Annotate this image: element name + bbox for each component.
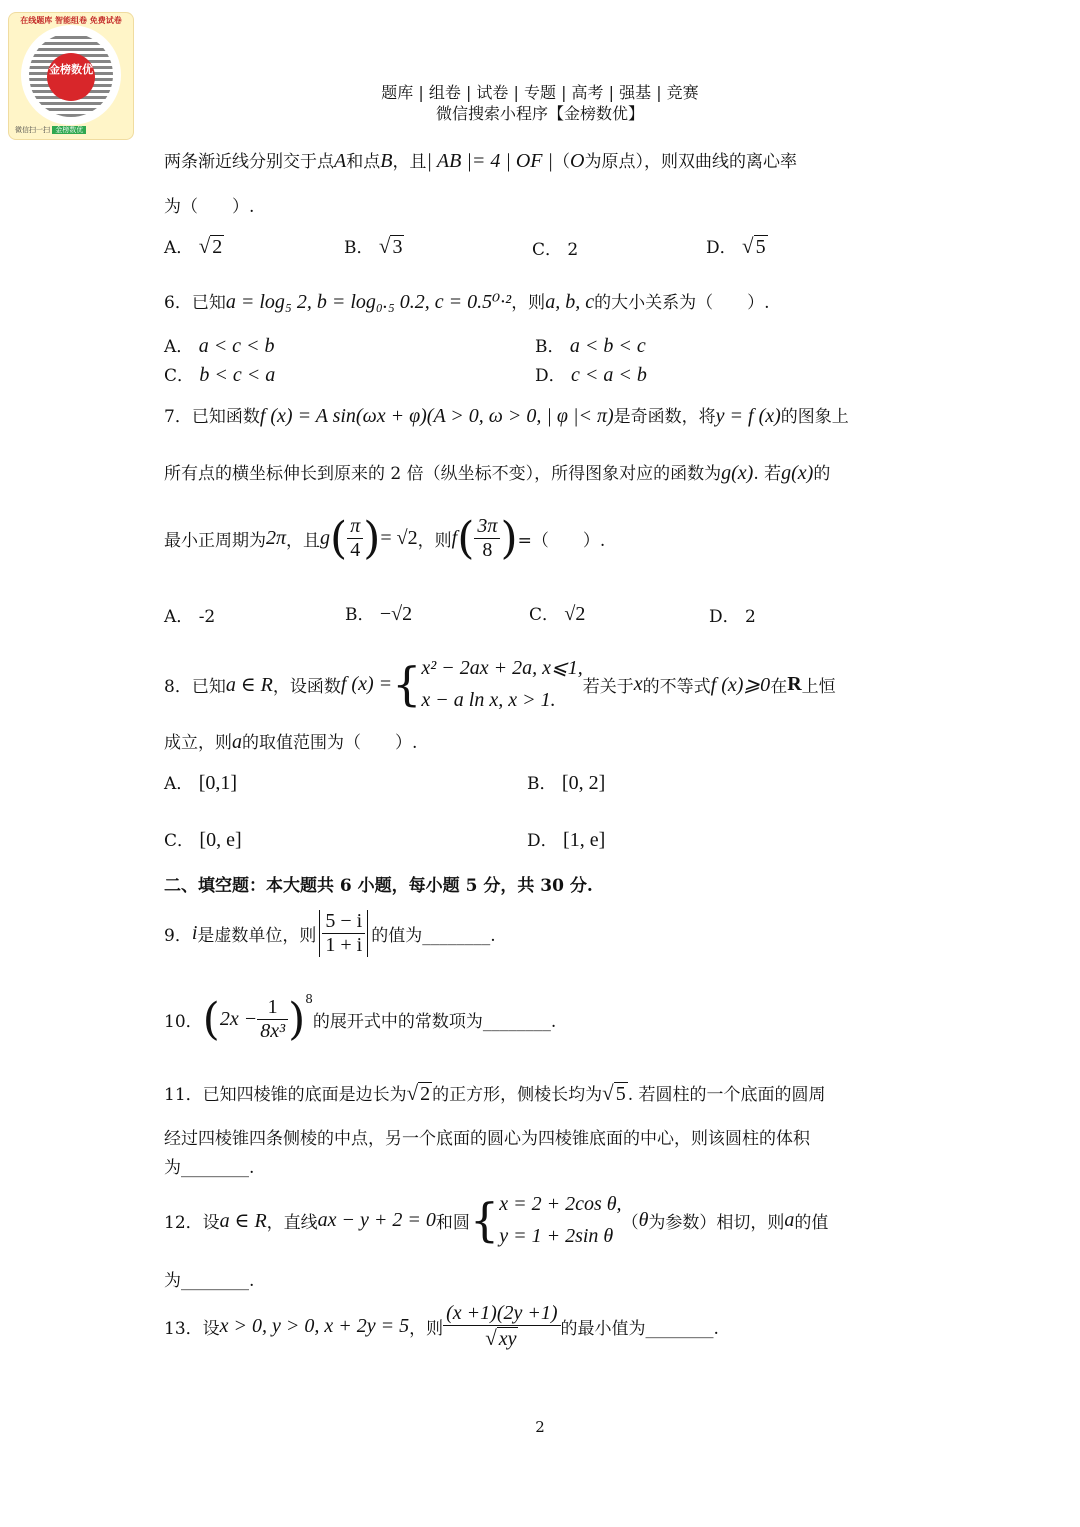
option-value: 3 [392,236,403,258]
q8-text-f: 上恒 [801,676,836,697]
q12-stem [164,1188,828,1252]
q12-text-b: ，直线 [266,1212,318,1233]
q11-text-c: . 若圆柱的一个底面的圆周 [627,1085,826,1105]
q11-line3: 为________. [164,1158,255,1178]
option-label: C． [532,240,563,260]
q13-stem [164,1302,719,1351]
q5-point-b: B [380,150,393,172]
q6-text-b: ，则 [511,293,546,313]
close-paren: ) [363,512,381,564]
q6-option-c [164,361,275,387]
q12-a: a [784,1208,795,1231]
q7-f: f [451,527,458,549]
q6-option-b [535,332,646,358]
q7-gx2: g(x) [781,462,814,484]
q9-num: 9． [164,926,192,946]
q7-line2 [164,459,830,485]
q9-frac [322,910,365,957]
q8-x: x [633,672,643,695]
option-label: A． [164,607,194,627]
q5-option-c [532,235,578,260]
q13-cond: x > 0, y > 0, x + 2y = 5 [219,1315,410,1337]
q6-option-a [164,332,275,358]
q5-expr: | AB |= 4 | OF | [426,150,554,172]
q8-ineq: f (x)⩾0 [710,673,771,696]
q7-option-b [345,600,412,626]
q7-line1 [164,402,849,428]
option-label: B． [535,337,565,357]
q6-option-d [535,361,647,387]
page-number: 2 [535,1418,545,1436]
q7-func: f (x) = A sin(ωx + φ)(A > 0, ω > 0, | φ |< π) [259,405,614,427]
logo-footer [15,125,86,135]
q13-den-expr: xy [498,1328,517,1350]
q6-text-a: 6．已知 [164,293,226,313]
option-label: C． [164,831,195,851]
q7-frac-pi-4 [347,515,363,562]
option-value: [0,1] [198,772,238,794]
q13-text-b: ，则 [409,1319,444,1339]
option-label: B． [344,238,374,258]
header-mini-program: 微信搜索小程序【金榜数优】 [435,104,644,123]
q5-text-and: 和点 [346,152,381,172]
q8-fx: f (x) = [340,672,393,695]
option-value: c < a < b [571,364,647,386]
sqrt-sign: √ [378,234,391,258]
option-value: −√2 [379,603,413,625]
q10-num: 10． [164,1012,203,1032]
q8-cases [421,652,582,716]
close-paren: ) [500,512,518,564]
logo-center-badge: 金榜数优 [47,53,95,101]
q9-text-a: 是虚数单位，则 [197,926,317,946]
q10-lead: 2x − [219,1008,258,1030]
header-nav-text: 题库 | 组卷 | 试卷 | 专题 | 高考 | 强基 | 竞赛 [381,83,699,102]
option-value: [1, e] [563,829,606,851]
q8-option-d [527,826,605,852]
q12-theta: θ [638,1208,649,1231]
close-paren: ) [288,993,306,1045]
q7-option-a [164,602,215,627]
q7-text-c: 的图象上 [780,407,849,427]
option-label: C． [164,366,195,386]
q7-text-b: 是奇函数，将 [613,407,716,427]
q11-line1 [164,1080,826,1106]
q6-text-c: 的大小关系为（ ）. [594,293,770,313]
q10-stem [164,992,557,1045]
q5-o-text: 为原点），则双曲线的离心率 [584,152,797,172]
option-label: C． [529,605,560,625]
q8-option-c [164,826,242,852]
q11-text-b: 的正方形，侧棱长均为 [432,1085,603,1105]
sqrt-sign: √ [485,1326,497,1350]
q7-eq-sqrt2: = √2 [380,527,418,549]
q12-case1: x = 2 + 2cos θ, [499,1193,622,1215]
option-value: [0, 2] [561,772,606,794]
q7-line3-a: 最小正周期为 [164,531,266,551]
q6-stem [164,288,769,314]
q8-line2-a: 成立，则 [164,733,232,753]
q10-frac [257,996,288,1043]
q7-line3-c: ，则 [417,531,452,551]
q12-line-eq: ax − y + 2 = 0 [317,1208,436,1231]
q12-text-c: 和圆 [435,1212,470,1233]
option-value: -2 [198,607,216,627]
option-label: B． [345,605,375,625]
numerator: (x +1)(2y +1) [443,1302,560,1326]
option-value: a < b < c [569,335,646,357]
q12-cases [499,1188,621,1252]
q12-line2: 为________. [164,1271,255,1291]
option-value: 2 [745,607,756,627]
q5-point-a: A [334,150,347,172]
q9-text-b: 的值为________. [371,926,496,946]
q12-a-in-r: a ∈ R [219,1209,267,1232]
q11-line2: 经过四棱锥四条侧棱的中点，另一个底面的圆心为四棱锥底面的中心，则该圆柱的体积 [164,1129,810,1149]
q9-abs-bars [319,910,368,957]
option-value: 2 [212,236,223,258]
q8-text-e: 在 [770,676,788,697]
option-value: [0, e] [199,829,242,851]
q12-text-e: 为参数）相切，则 [648,1212,785,1233]
denominator: 1 + i [325,934,363,956]
option-value: √2 [564,603,586,625]
logo-footer-left: 微信扫一扫 [15,126,50,134]
numerator: 3π [474,515,500,539]
q8-a-in-r: a ∈ R [225,673,273,696]
q7-gx: g(x) [721,462,754,484]
q7-text-a: 7．已知函数 [164,407,260,427]
q13-frac [443,1302,560,1351]
option-value: b < c < a [199,364,276,386]
option-label: D． [709,607,740,627]
option-value: 5 [755,236,766,258]
open-paren: ( [202,993,220,1045]
open-paren: ( [457,512,475,564]
logo-arc-text: 在线题库 智能组卷 免费试卷 [20,16,122,25]
option-value: 2 [567,240,579,260]
q7-line3-b: ，且 [286,531,321,551]
q5-text-a: 两条渐近线分别交于点 [164,152,334,172]
section2-title: 二、填空题：本大题共 6 小题，每小题 5 分，共 30 分. [164,876,593,896]
q8-text-b: ，设函数 [272,676,341,697]
q7-line3-d: =（ ）. [517,531,606,551]
q7-line2-a: 所有点的横坐标伸长到原来的 2 倍（纵坐标不变），所得图象对应的函数为 [164,464,722,484]
option-label: A． [164,774,194,794]
option-label: B． [527,774,557,794]
numerator: 1 [257,996,288,1020]
q11-sqrt2: 2 [420,1083,431,1105]
q7-line2-b: . 若 [753,464,782,484]
option-label: D． [527,831,558,851]
q8-r: R [787,672,802,695]
q7-period: 2π [266,527,287,549]
open-paren: ( [330,512,348,564]
q8-brace: { [392,657,422,711]
q5-o: O [570,150,585,172]
q5-option-d [706,233,768,259]
q11-text-a: 11．已知四棱锥的底面是边长为 [164,1085,407,1105]
q7-option-d [709,602,756,627]
q8-line2-b: 的取值范围为（ ）. [242,733,418,753]
q6-vars: a, b, c [545,291,595,313]
q12-text-a: 12．设 [164,1212,220,1233]
logo-footer-right: 金榜数优 [52,126,86,134]
q8-case2: x − a ln x, x > 1. [421,689,556,711]
denominator: 8x³ [260,1020,286,1042]
sqrt-sign: √ [198,234,211,258]
q9-i: i [191,922,198,944]
q8-a: a [232,731,242,753]
sqrt-sign: √ [742,234,754,258]
q12-brace: { [469,1193,500,1247]
q12-text-d: （ [621,1212,639,1233]
denominator: 8 [482,539,493,561]
q12-case2: y = 1 + 2sin θ [499,1225,614,1247]
q8-text-c: 若关于 [582,676,634,697]
q5-line1 [164,147,797,173]
q6-expr: a = log₅ 2, b = log₀.₅ 0.2, c = 0.5⁰·² [225,291,512,313]
q7-frac-3pi-8 [474,515,500,562]
sqrt-sign: √ [406,1081,419,1105]
q7-option-c [529,600,585,626]
option-label: D． [706,238,737,258]
q8-case1: x² − 2ax + 2a, x⩽1, [421,657,583,679]
q8-option-a [164,769,237,795]
denominator [443,1326,560,1351]
q7-line3 [164,512,606,564]
numerator: π [347,515,363,539]
q8-text-d: 的不等式 [642,676,711,697]
option-label: D． [535,366,566,386]
option-label: A． [164,238,194,258]
q5-text-qie: ，且 [392,152,427,172]
q5-option-a [164,233,224,259]
q5-line2: 为（ ）. [164,197,255,217]
option-value: a < c < b [198,335,275,357]
q8-text-a: 8．已知 [164,676,226,697]
q8-stem [164,652,836,716]
q10-exponent: 8 [305,992,313,1006]
q8-option-b [527,769,605,795]
denominator: 4 [350,539,361,561]
q7-yfx: y = f (x) [715,405,781,427]
sqrt-sign: √ [602,1081,614,1105]
q5-o-open: （ [553,152,571,172]
q12-text-f: 的值 [794,1212,829,1233]
numerator: 5 − i [322,910,365,934]
q13-text-a: 13．设 [164,1319,220,1339]
q8-line2 [164,728,417,754]
q9-stem [164,910,496,957]
q10-text: 的展开式中的常数项为________. [312,1012,557,1032]
q13-text-c: 的最小值为________. [560,1319,719,1339]
q5-option-b [344,233,404,259]
q11-sqrt5: 5 [615,1083,626,1105]
option-label: A． [164,337,194,357]
q7-line2-c: 的 [813,464,831,484]
q7-g: g [320,527,331,549]
